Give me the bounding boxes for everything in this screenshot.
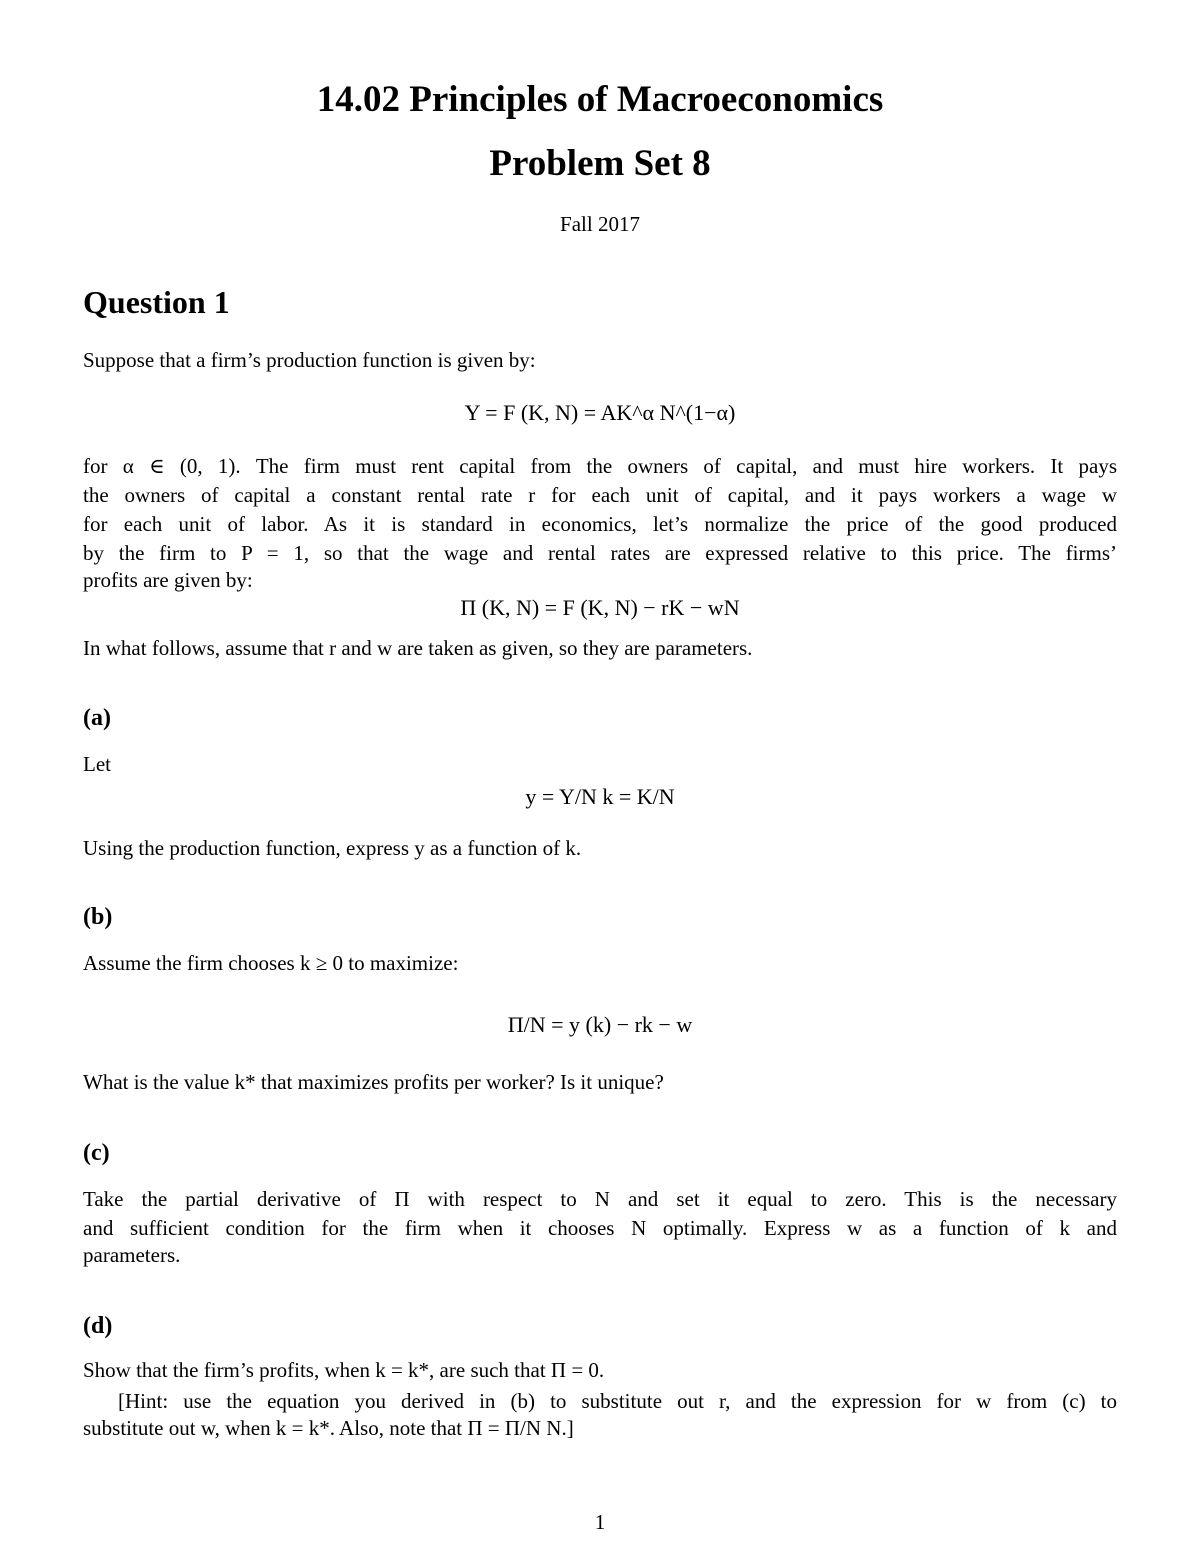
part-b-task: What is the value k* that maximizes profits per worker? Is it unique?: [83, 1070, 664, 1094]
assumption-text: In what follows, assume that r and w are taken as given, so they are parameters.: [83, 636, 753, 660]
part-b-equation: Π/N = y (k) − rk − w: [507, 1012, 693, 1037]
part-c-line-2: and sufficient condition for the firm when it chooses N optimally. Express w as a function of k and: [83, 1216, 1117, 1240]
part-d-task: Show that the firm’s profits, when k = k*, are such that Π = 0.: [83, 1358, 605, 1382]
question-paragraph-line-2: the owners of capital a constant rental rate r for each unit of capital, and it pays workers a wage w: [83, 483, 1117, 507]
part-b-assume: Assume the firm chooses k ≥ 0 to maximize:: [83, 951, 459, 975]
question-paragraph-line-3: for each unit of labor. As it is standard in economics, let’s normalize the price of the good produced: [83, 512, 1117, 536]
term-date: Fall 2017: [560, 212, 640, 236]
production-function-equation: [0, 400, 1200, 426]
part-a-task: Using the production function, express y as a function of k.: [83, 836, 582, 860]
part-d-label: (d): [83, 1313, 113, 1339]
question-paragraph-line-4: by the firm to P = 1, so that the wage and rental rates are expressed relative to this price. The firms’: [83, 541, 1117, 565]
question-intro: Suppose that a firm’s production function is given by:: [83, 348, 536, 372]
question-paragraph-line-1: for α ∈ (0, 1). The firm must rent capital from the owners of capital, and must hire workers. It pays: [83, 454, 1117, 478]
question-heading: Question 1: [83, 284, 230, 320]
production-function-text: Y = F (K, N) = AK^α N^(1−α): [464, 400, 736, 425]
course-title: 14.02 Principles of Macroeconomics: [316, 79, 884, 120]
part-a-label: (a): [83, 705, 111, 731]
part-d-hint-line-1: [Hint: use the equation you derived in (b) to substitute out r, and the expression for w from (c) to: [118, 1389, 1117, 1413]
page-number: 1: [594, 1510, 606, 1534]
part-a-let: Let: [83, 752, 111, 776]
question-paragraph-line-5: profits are given by:: [83, 568, 253, 592]
part-c-line-3: parameters.: [83, 1243, 181, 1267]
part-d-hint-line-2: substitute out w, when k = k*. Also, note that Π = Π/N N.]: [83, 1416, 574, 1440]
profit-equation: Π (K, N) = F (K, N) − rK − wN: [460, 595, 740, 620]
part-c-line-1: Take the partial derivative of Π with respect to N and set it equal to zero. This is the necessary: [83, 1187, 1117, 1211]
part-a-equation: y = Y/N k = K/N: [525, 784, 675, 809]
part-b-label: (b): [83, 904, 113, 930]
part-c-label: (c): [83, 1140, 110, 1166]
problem-set-title: Problem Set 8: [489, 143, 711, 184]
